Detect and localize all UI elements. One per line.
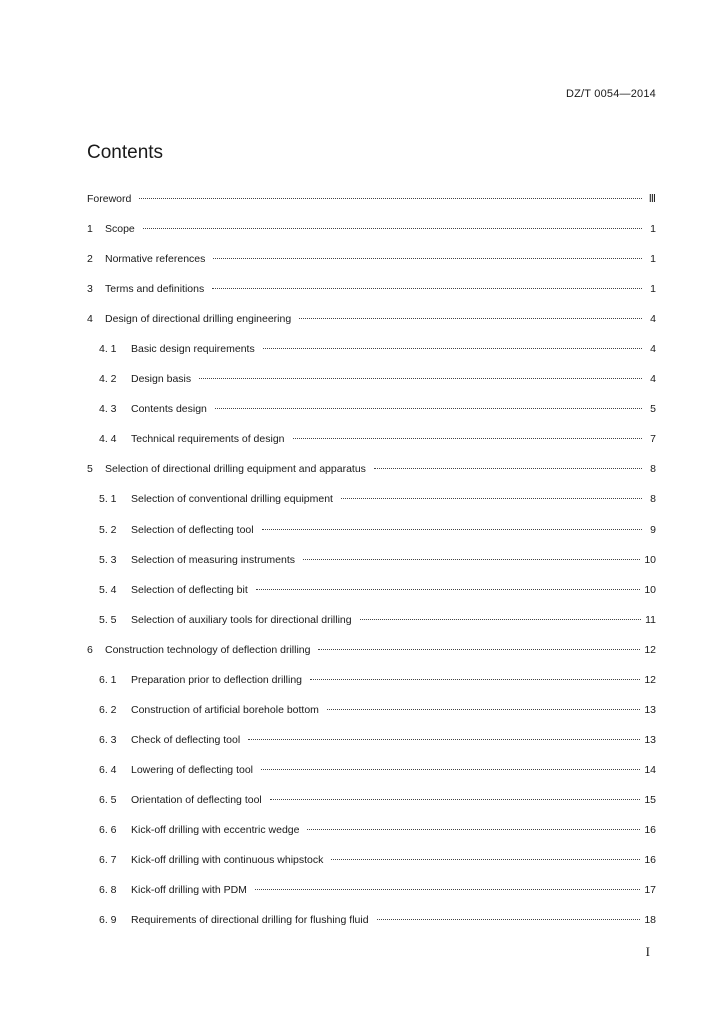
- dot-leader: [261, 769, 640, 770]
- toc-entry[interactable]: [87, 373, 656, 403]
- toc-entry-number: 5. 1: [99, 493, 117, 506]
- toc-entry-number: 6. 1: [99, 673, 117, 686]
- toc-entry-title: Technical requirements of design: [131, 433, 285, 446]
- toc-entry[interactable]: [87, 824, 656, 854]
- toc-entry-page: 8: [650, 493, 656, 506]
- toc-entry-title: Preparation prior to deflection drilling: [131, 673, 303, 686]
- toc-entry-number: 3: [87, 283, 93, 296]
- toc-entry-page: 15: [644, 793, 656, 806]
- toc-entry[interactable]: [87, 734, 656, 764]
- toc-entry-number: 5. 3: [99, 553, 117, 566]
- toc-entry-title: Scope: [105, 223, 135, 236]
- dot-leader: [327, 709, 640, 710]
- toc-entry-number: 4. 2: [99, 373, 117, 386]
- dot-leader: [318, 649, 640, 650]
- toc-entry[interactable]: [87, 854, 656, 884]
- toc-entry[interactable]: [87, 704, 656, 734]
- toc-entry-page: Ⅲ: [648, 193, 656, 205]
- dot-leader: [310, 679, 640, 680]
- toc-entry[interactable]: [87, 644, 656, 674]
- toc-entry-number: 5. 4: [99, 583, 117, 596]
- dot-leader: [248, 739, 640, 740]
- toc-entry-title: Foreword: [87, 193, 132, 205]
- toc-entry[interactable]: [87, 614, 656, 644]
- toc-entry-page: 16: [644, 823, 656, 836]
- toc-entry-page: 9: [650, 523, 656, 536]
- toc-entry-title: Construction technology of deflection drilling: [105, 643, 311, 656]
- toc-entry[interactable]: [87, 283, 656, 313]
- toc-entry-number: 1: [87, 223, 93, 236]
- toc-entry-number: 5: [87, 463, 93, 476]
- dot-leader: [263, 348, 642, 349]
- toc-entry[interactable]: [87, 403, 656, 433]
- toc-entry[interactable]: [87, 554, 656, 584]
- toc-entry[interactable]: [87, 193, 656, 223]
- toc-entry-title: Selection of auxiliary tools for directional drilling: [131, 613, 352, 626]
- toc-entry-number: 5. 2: [99, 523, 117, 536]
- toc-entry-page: 10: [644, 553, 656, 566]
- toc-entry-page: 1: [650, 223, 656, 236]
- dot-leader: [215, 408, 642, 409]
- page-title: Contents: [87, 142, 164, 163]
- toc-entry[interactable]: [87, 914, 656, 944]
- dot-leader: [262, 529, 642, 530]
- dot-leader: [377, 919, 641, 920]
- toc-entry[interactable]: [87, 524, 656, 554]
- toc-entry[interactable]: [87, 433, 656, 463]
- toc-entry[interactable]: [87, 343, 656, 373]
- toc-entry-page: 4: [650, 343, 656, 356]
- dot-leader: [143, 228, 642, 229]
- toc-entry-page: 14: [644, 763, 656, 776]
- toc-entry-title: Contents design: [131, 403, 207, 416]
- toc-entry-title: Selection of deflecting tool: [131, 523, 254, 536]
- dot-leader: [212, 288, 642, 289]
- dot-leader: [270, 799, 641, 800]
- toc-entry-title: Lowering of deflecting tool: [131, 763, 253, 776]
- toc-entry-page: 4: [650, 373, 656, 386]
- toc-entry-number: 6. 4: [99, 763, 117, 776]
- toc-entry-title: Basic design requirements: [131, 343, 255, 356]
- toc-entry-page: 5: [650, 403, 656, 416]
- toc-entry-title: Selection of conventional drilling equipment: [131, 493, 333, 506]
- toc-entry-page: 10: [644, 583, 656, 596]
- toc-entry-number: 4. 4: [99, 433, 117, 446]
- toc-entry-title: Terms and definitions: [105, 283, 205, 296]
- toc-entry-title: Normative references: [105, 253, 206, 266]
- toc-entry-title: Selection of measuring instruments: [131, 553, 295, 566]
- dot-leader: [299, 318, 642, 319]
- dot-leader: [341, 498, 642, 499]
- toc-entry[interactable]: [87, 884, 656, 914]
- toc-entry-page: 4: [650, 313, 656, 326]
- dot-leader: [199, 378, 642, 379]
- toc-entry-number: 4: [87, 313, 93, 326]
- toc-entry[interactable]: [87, 794, 656, 824]
- toc-entry-title: Requirements of directional drilling for flushing fluid: [131, 914, 369, 927]
- toc-entry-title: Design of directional drilling engineering: [105, 313, 292, 326]
- toc-entry-page: 1: [650, 253, 656, 266]
- toc-entry-number: 6. 8: [99, 884, 117, 897]
- table-of-contents: [87, 193, 656, 944]
- toc-entry-page: 13: [644, 733, 656, 746]
- toc-entry-number: 6. 3: [99, 733, 117, 746]
- toc-entry-page: 16: [644, 854, 656, 867]
- toc-entry-number: 6. 2: [99, 703, 117, 716]
- standard-code: DZ/T 0054—2014: [565, 88, 656, 100]
- toc-entry-page: 7: [650, 433, 656, 446]
- toc-entry[interactable]: [87, 463, 656, 493]
- toc-entry-title: Selection of deflecting bit: [131, 583, 248, 596]
- toc-entry-number: 6. 7: [99, 854, 117, 867]
- dot-leader: [360, 619, 641, 620]
- toc-entry-page: 1: [650, 283, 656, 296]
- toc-entry-page: 17: [644, 884, 656, 897]
- toc-entry-title: Construction of artificial borehole bottom: [131, 703, 319, 716]
- dot-leader: [139, 198, 642, 199]
- toc-entry-title: Kick-off drilling with continuous whipstock: [131, 854, 324, 867]
- toc-entry-number: 6: [87, 643, 93, 656]
- toc-entry-page: 12: [644, 673, 656, 686]
- toc-entry-number: 4. 1: [99, 343, 117, 356]
- dot-leader: [213, 258, 642, 259]
- toc-entry-page: 8: [650, 463, 656, 476]
- dot-leader: [255, 889, 640, 890]
- dot-leader: [331, 859, 640, 860]
- toc-entry[interactable]: [87, 313, 656, 343]
- toc-entry-page: 11: [645, 613, 656, 626]
- dot-leader: [374, 468, 642, 469]
- toc-entry[interactable]: [87, 493, 656, 523]
- toc-entry[interactable]: [87, 674, 656, 704]
- toc-entry-title: Kick-off drilling with PDM: [131, 884, 247, 897]
- toc-entry-number: 6. 9: [99, 914, 117, 927]
- toc-entry-title: Check of deflecting tool: [131, 733, 241, 746]
- toc-entry-page: 18: [644, 914, 656, 927]
- toc-entry[interactable]: [87, 223, 656, 253]
- page-number: I: [645, 944, 650, 959]
- dot-leader: [303, 559, 640, 560]
- dot-leader: [293, 438, 642, 439]
- toc-entry[interactable]: [87, 584, 656, 614]
- toc-entry-page: 13: [644, 703, 656, 716]
- toc-entry-number: 2: [87, 253, 93, 266]
- toc-entry-number: 6. 6: [99, 823, 117, 836]
- toc-entry-page: 12: [644, 643, 656, 656]
- toc-entry[interactable]: [87, 764, 656, 794]
- toc-entry[interactable]: [87, 253, 656, 283]
- toc-entry-number: 6. 5: [99, 793, 117, 806]
- dot-leader: [307, 829, 640, 830]
- toc-entry-title: Orientation of deflecting tool: [131, 793, 262, 806]
- dot-leader: [256, 589, 641, 590]
- toc-entry-title: Kick-off drilling with eccentric wedge: [131, 823, 300, 836]
- toc-entry-title: Design basis: [131, 373, 192, 386]
- toc-entry-number: 4. 3: [99, 403, 117, 416]
- toc-entry-title: Selection of directional drilling equipment and apparatus: [105, 463, 366, 476]
- toc-entry-number: 5. 5: [99, 613, 117, 626]
